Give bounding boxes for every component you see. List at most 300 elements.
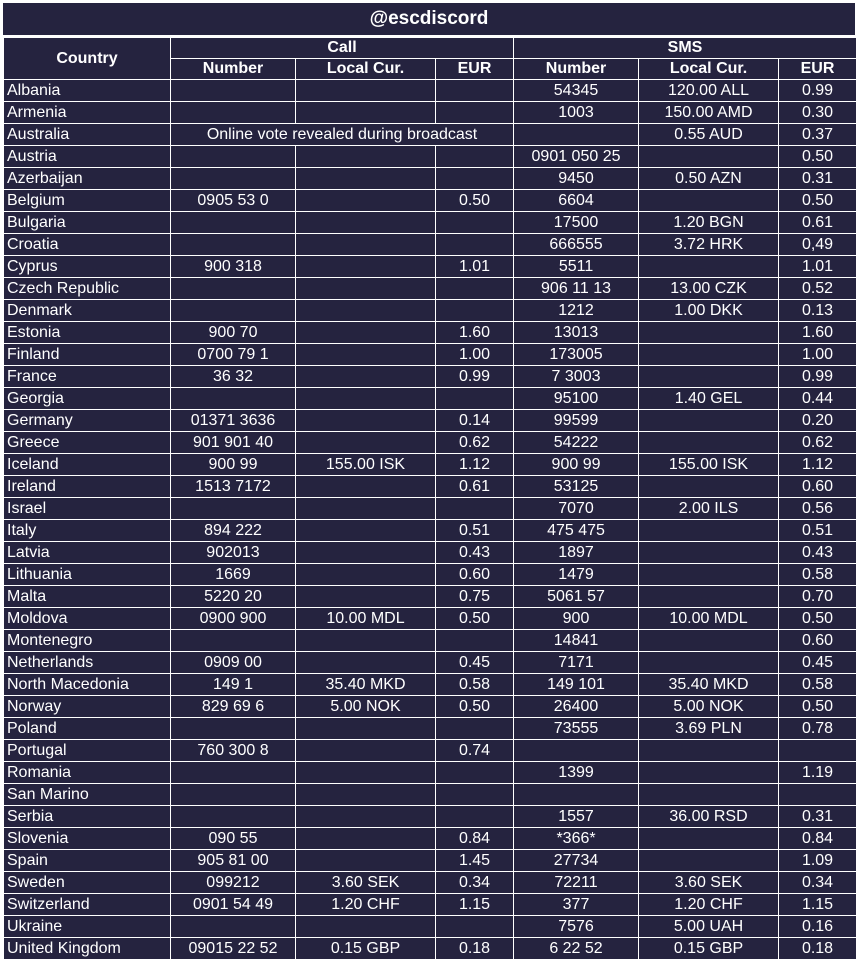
- call-eur-cell: 1.15: [436, 894, 514, 916]
- sms-local-currency-cell: [639, 146, 779, 168]
- sms-eur-cell: 0.84: [779, 828, 857, 850]
- country-cell: Georgia: [4, 388, 171, 410]
- sms-eur-cell: 1.01: [779, 256, 857, 278]
- call-local-currency-cell: [296, 630, 436, 652]
- sms-local-currency-cell: [639, 476, 779, 498]
- call-local-currency-cell: [296, 828, 436, 850]
- country-cell: Portugal: [4, 740, 171, 762]
- sms-local-currency-cell: 5.00 UAH: [639, 916, 779, 938]
- call-local-currency-cell: [296, 410, 436, 432]
- sms-local-currency-cell: 1.40 GEL: [639, 388, 779, 410]
- country-cell: Poland: [4, 718, 171, 740]
- table-row: [4, 300, 857, 322]
- table-row: [4, 278, 857, 300]
- call-number-cell: 902013: [171, 542, 296, 564]
- call-number-cell: 149 1: [171, 674, 296, 696]
- sms-eur-cell: 0.50: [779, 190, 857, 212]
- call-eur-cell: 1.60: [436, 322, 514, 344]
- sms-number-cell: 1557: [514, 806, 639, 828]
- call-local-currency-cell: [296, 344, 436, 366]
- country-cell: United Kingdom: [4, 938, 171, 960]
- sms-eur-cell: 1.15: [779, 894, 857, 916]
- call-number-cell: 0905 53 0: [171, 190, 296, 212]
- sms-number-cell: 5061 57: [514, 586, 639, 608]
- call-local-currency-cell: [296, 476, 436, 498]
- table-row: [4, 784, 857, 806]
- country-cell: Albania: [4, 80, 171, 102]
- sms-eur-cell: [779, 784, 857, 806]
- table-row: [4, 828, 857, 850]
- table-row: [4, 454, 857, 476]
- call-eur-cell: [436, 212, 514, 234]
- call-eur-cell: 0.74: [436, 740, 514, 762]
- table-row: [4, 608, 857, 630]
- call-eur-cell: 1.45: [436, 850, 514, 872]
- sms-local-currency-cell: [639, 366, 779, 388]
- call-number-cell: [171, 498, 296, 520]
- country-header: Country: [4, 38, 171, 80]
- sms-local-currency-cell: 0.50 AZN: [639, 168, 779, 190]
- sms-eur-cell: 0.70: [779, 586, 857, 608]
- sms-number-cell: [514, 784, 639, 806]
- sms-local-currency-cell: [639, 564, 779, 586]
- sms-number-cell: 0901 050 25: [514, 146, 639, 168]
- country-rows: [4, 80, 857, 960]
- table-row: [4, 806, 857, 828]
- sms-number-cell: 9450: [514, 168, 639, 190]
- call-local-currency-cell: [296, 916, 436, 938]
- sms-local-currency-cell: [639, 542, 779, 564]
- country-cell: Malta: [4, 586, 171, 608]
- sms-eur-cell: 0.16: [779, 916, 857, 938]
- table-row: [4, 498, 857, 520]
- call-number-cell: 900 70: [171, 322, 296, 344]
- sms-local-currency-cell: [639, 432, 779, 454]
- country-cell: Norway: [4, 696, 171, 718]
- sms-eur-cell: 0.50: [779, 608, 857, 630]
- call-number-cell: 1669: [171, 564, 296, 586]
- call-local-currency-cell: [296, 542, 436, 564]
- header-row-groups: [4, 38, 857, 59]
- country-cell: Croatia: [4, 234, 171, 256]
- call-local-currency-cell: 5.00 NOK: [296, 696, 436, 718]
- call-number-cell: [171, 806, 296, 828]
- table-row: [4, 432, 857, 454]
- call-number-cell: [171, 80, 296, 102]
- table-row: [4, 762, 857, 784]
- table-row: [4, 190, 857, 212]
- sheet-title: @escdiscord: [3, 3, 855, 35]
- sms-local-currency-cell: [639, 410, 779, 432]
- call-eur-header: EUR: [436, 59, 514, 80]
- sms-number-cell: 54345: [514, 80, 639, 102]
- call-number-header: Number: [171, 59, 296, 80]
- sms-eur-cell: 0.20: [779, 410, 857, 432]
- call-number-cell: [171, 102, 296, 124]
- call-local-currency-cell: [296, 300, 436, 322]
- table-row: [4, 388, 857, 410]
- call-eur-cell: [436, 718, 514, 740]
- country-cell: Montenegro: [4, 630, 171, 652]
- call-local-currency-cell: [296, 850, 436, 872]
- call-eur-cell: [436, 784, 514, 806]
- country-cell: Italy: [4, 520, 171, 542]
- table-row: [4, 630, 857, 652]
- call-note-cell: Online vote revealed during broadcast: [171, 124, 514, 146]
- call-eur-cell: [436, 168, 514, 190]
- sms-number-cell: 73555: [514, 718, 639, 740]
- call-eur-cell: 0.45: [436, 652, 514, 674]
- country-cell: Serbia: [4, 806, 171, 828]
- sms-number-cell: 666555: [514, 234, 639, 256]
- table-row: [4, 256, 857, 278]
- sms-number-cell: 6604: [514, 190, 639, 212]
- call-local-currency-cell: 0.15 GBP: [296, 938, 436, 960]
- call-number-cell: [171, 300, 296, 322]
- country-cell: Latvia: [4, 542, 171, 564]
- call-number-cell: [171, 762, 296, 784]
- country-cell: Bulgaria: [4, 212, 171, 234]
- sms-eur-cell: 0.52: [779, 278, 857, 300]
- call-eur-cell: [436, 498, 514, 520]
- call-number-cell: 36 32: [171, 366, 296, 388]
- call-number-cell: 760 300 8: [171, 740, 296, 762]
- sms-number-cell: 95100: [514, 388, 639, 410]
- sms-number-cell: 1003: [514, 102, 639, 124]
- sms-local-currency-cell: [639, 630, 779, 652]
- sms-number-cell: 5511: [514, 256, 639, 278]
- sms-eur-cell: 1.00: [779, 344, 857, 366]
- sms-eur-cell: 0.44: [779, 388, 857, 410]
- sms-number-cell: 173005: [514, 344, 639, 366]
- sms-eur-cell: 0.50: [779, 696, 857, 718]
- call-number-cell: 894 222: [171, 520, 296, 542]
- table-row: [4, 80, 857, 102]
- sms-number-cell: 6 22 52: [514, 938, 639, 960]
- call-number-cell: 5220 20: [171, 586, 296, 608]
- call-number-cell: 0901 54 49: [171, 894, 296, 916]
- sms-local-currency-cell: 3.60 SEK: [639, 872, 779, 894]
- sms-local-currency-cell: 1.20 CHF: [639, 894, 779, 916]
- sms-number-cell: 1212: [514, 300, 639, 322]
- call-local-currency-cell: [296, 652, 436, 674]
- sms-eur-cell: 0.60: [779, 476, 857, 498]
- call-number-cell: 0900 900: [171, 608, 296, 630]
- country-cell: Israel: [4, 498, 171, 520]
- sms-local-currency-cell: 0.55 AUD: [639, 124, 779, 146]
- call-eur-cell: 0.34: [436, 872, 514, 894]
- sms-number-cell: 900 99: [514, 454, 639, 476]
- call-header: Call: [171, 38, 514, 59]
- sms-number-cell: 54222: [514, 432, 639, 454]
- sms-local-currency-cell: [639, 520, 779, 542]
- call-eur-cell: 0.51: [436, 520, 514, 542]
- sms-number-header: Number: [514, 59, 639, 80]
- sms-local-currency-cell: 3.69 PLN: [639, 718, 779, 740]
- sms-local-currency-cell: [639, 344, 779, 366]
- sms-local-currency-cell: 10.00 MDL: [639, 608, 779, 630]
- call-eur-cell: 0.99: [436, 366, 514, 388]
- call-local-currency-cell: [296, 718, 436, 740]
- sms-local-currency-cell: 0.15 GBP: [639, 938, 779, 960]
- country-cell: Azerbaijan: [4, 168, 171, 190]
- call-eur-cell: 0.50: [436, 190, 514, 212]
- sms-number-cell: 1897: [514, 542, 639, 564]
- call-number-cell: [171, 630, 296, 652]
- sms-local-currency-cell: 1.00 DKK: [639, 300, 779, 322]
- call-local-currency-cell: [296, 432, 436, 454]
- sms-number-cell: 13013: [514, 322, 639, 344]
- call-eur-cell: 0.18: [436, 938, 514, 960]
- sms-number-cell: 7 3003: [514, 366, 639, 388]
- sms-local-currency-cell: 36.00 RSD: [639, 806, 779, 828]
- call-number-cell: [171, 718, 296, 740]
- sms-local-currency-cell: 120.00 ALL: [639, 80, 779, 102]
- call-eur-cell: 1.00: [436, 344, 514, 366]
- call-local-currency-cell: [296, 278, 436, 300]
- call-number-cell: 09015 22 52: [171, 938, 296, 960]
- sms-eur-cell: 0.18: [779, 938, 857, 960]
- call-local-currency-cell: [296, 80, 436, 102]
- call-eur-cell: [436, 806, 514, 828]
- country-cell: San Marino: [4, 784, 171, 806]
- sms-number-cell: 7171: [514, 652, 639, 674]
- country-cell: Belgium: [4, 190, 171, 212]
- call-number-cell: 0700 79 1: [171, 344, 296, 366]
- table-row: [4, 938, 857, 960]
- sms-local-currency-cell: 5.00 NOK: [639, 696, 779, 718]
- sms-eur-cell: 0.58: [779, 564, 857, 586]
- sms-local-currency-cell: 13.00 CZK: [639, 278, 779, 300]
- table-row: [4, 168, 857, 190]
- sms-eur-cell: 0.13: [779, 300, 857, 322]
- call-number-cell: 0909 00: [171, 652, 296, 674]
- table-row: [4, 674, 857, 696]
- sms-eur-cell: 1.60: [779, 322, 857, 344]
- call-local-currency-cell: [296, 586, 436, 608]
- sms-local-currency-cell: [639, 190, 779, 212]
- table-row: [4, 146, 857, 168]
- sms-local-currency-cell: [639, 740, 779, 762]
- call-eur-cell: 0.61: [436, 476, 514, 498]
- sms-eur-cell: 0.45: [779, 652, 857, 674]
- sms-local-currency-cell: 3.72 HRK: [639, 234, 779, 256]
- country-cell: Spain: [4, 850, 171, 872]
- call-number-cell: [171, 234, 296, 256]
- call-eur-cell: [436, 630, 514, 652]
- country-cell: Netherlands: [4, 652, 171, 674]
- table-row: [4, 366, 857, 388]
- country-cell: Australia: [4, 124, 171, 146]
- table-row: [4, 652, 857, 674]
- sms-number-cell: 7070: [514, 498, 639, 520]
- call-eur-cell: 0.50: [436, 696, 514, 718]
- table-row: [4, 476, 857, 498]
- call-number-cell: [171, 278, 296, 300]
- call-eur-cell: 1.01: [436, 256, 514, 278]
- sms-number-cell: [514, 124, 639, 146]
- sms-number-cell: 17500: [514, 212, 639, 234]
- call-local-currency-cell: 3.60 SEK: [296, 872, 436, 894]
- table-row: [4, 872, 857, 894]
- sms-number-cell: 1479: [514, 564, 639, 586]
- sms-local-currency-cell: 1.20 BGN: [639, 212, 779, 234]
- sms-number-cell: 906 11 13: [514, 278, 639, 300]
- sms-eur-cell: [779, 740, 857, 762]
- sms-eur-cell: 0.30: [779, 102, 857, 124]
- call-eur-cell: 0.60: [436, 564, 514, 586]
- country-cell: Sweden: [4, 872, 171, 894]
- country-cell: Czech Republic: [4, 278, 171, 300]
- table-row: [4, 564, 857, 586]
- sms-number-cell: 900: [514, 608, 639, 630]
- sms-number-cell: 1399: [514, 762, 639, 784]
- call-eur-cell: [436, 300, 514, 322]
- country-cell: Ukraine: [4, 916, 171, 938]
- call-number-cell: 1513 7172: [171, 476, 296, 498]
- sms-eur-cell: 0.31: [779, 168, 857, 190]
- sms-number-cell: 72211: [514, 872, 639, 894]
- sms-eur-cell: 0.61: [779, 212, 857, 234]
- call-number-cell: 901 901 40: [171, 432, 296, 454]
- country-cell: Switzerland: [4, 894, 171, 916]
- call-eur-cell: 0.50: [436, 608, 514, 630]
- sms-header: SMS: [514, 38, 857, 59]
- sms-number-cell: 14841: [514, 630, 639, 652]
- call-eur-cell: [436, 278, 514, 300]
- table-row: [4, 410, 857, 432]
- call-number-cell: [171, 146, 296, 168]
- call-local-currency-cell: [296, 564, 436, 586]
- table-row: [4, 234, 857, 256]
- sms-eur-cell: 0.58: [779, 674, 857, 696]
- sms-number-cell: *366*: [514, 828, 639, 850]
- call-local-currency-cell: 155.00 ISK: [296, 454, 436, 476]
- sms-local-currency-cell: 155.00 ISK: [639, 454, 779, 476]
- call-eur-cell: [436, 146, 514, 168]
- sms-eur-header: EUR: [779, 59, 857, 80]
- table-row: [4, 850, 857, 872]
- country-cell: Slovenia: [4, 828, 171, 850]
- country-cell: Moldova: [4, 608, 171, 630]
- country-cell: Finland: [4, 344, 171, 366]
- sms-eur-cell: 0.78: [779, 718, 857, 740]
- table-row: [4, 102, 857, 124]
- table-row: [4, 212, 857, 234]
- call-local-currency-header: Local Cur.: [296, 59, 436, 80]
- table-row: [4, 344, 857, 366]
- call-local-currency-cell: 10.00 MDL: [296, 608, 436, 630]
- sms-local-currency-cell: [639, 828, 779, 850]
- call-number-cell: 900 99: [171, 454, 296, 476]
- country-cell: Armenia: [4, 102, 171, 124]
- call-eur-cell: 1.12: [436, 454, 514, 476]
- call-local-currency-cell: [296, 388, 436, 410]
- sms-local-currency-cell: [639, 850, 779, 872]
- call-local-currency-cell: 35.40 MKD: [296, 674, 436, 696]
- sms-local-currency-cell: [639, 762, 779, 784]
- call-eur-cell: [436, 80, 514, 102]
- call-number-cell: [171, 212, 296, 234]
- table-row: [4, 124, 857, 146]
- country-cell: North Macedonia: [4, 674, 171, 696]
- table-row: [4, 740, 857, 762]
- sms-number-cell: 53125: [514, 476, 639, 498]
- country-cell: Lithuania: [4, 564, 171, 586]
- sms-eur-cell: 0.43: [779, 542, 857, 564]
- country-cell: Denmark: [4, 300, 171, 322]
- country-cell: Cyprus: [4, 256, 171, 278]
- call-eur-cell: [436, 916, 514, 938]
- sms-local-currency-cell: [639, 652, 779, 674]
- call-local-currency-cell: [296, 190, 436, 212]
- call-eur-cell: [436, 102, 514, 124]
- call-local-currency-cell: [296, 740, 436, 762]
- call-local-currency-cell: 1.20 CHF: [296, 894, 436, 916]
- country-cell: Germany: [4, 410, 171, 432]
- table-row: [4, 696, 857, 718]
- sms-local-currency-cell: 150.00 AMD: [639, 102, 779, 124]
- call-local-currency-cell: [296, 212, 436, 234]
- sms-eur-cell: 0.37: [779, 124, 857, 146]
- country-cell: Romania: [4, 762, 171, 784]
- call-local-currency-cell: [296, 762, 436, 784]
- sms-eur-cell: 0.50: [779, 146, 857, 168]
- call-local-currency-cell: [296, 366, 436, 388]
- sms-local-currency-cell: [639, 586, 779, 608]
- sms-eur-cell: 0.60: [779, 630, 857, 652]
- call-local-currency-cell: [296, 498, 436, 520]
- call-local-currency-cell: [296, 168, 436, 190]
- sms-local-currency-cell: [639, 322, 779, 344]
- sms-eur-cell: 0.99: [779, 80, 857, 102]
- table-row: [4, 322, 857, 344]
- call-eur-cell: 0.75: [436, 586, 514, 608]
- sms-eur-cell: 1.19: [779, 762, 857, 784]
- sms-eur-cell: 0.99: [779, 366, 857, 388]
- country-cell: France: [4, 366, 171, 388]
- sms-eur-cell: 0.62: [779, 432, 857, 454]
- sms-eur-cell: 0.34: [779, 872, 857, 894]
- voting-table: [3, 37, 857, 960]
- sms-number-cell: 99599: [514, 410, 639, 432]
- country-cell: Greece: [4, 432, 171, 454]
- call-number-cell: 905 81 00: [171, 850, 296, 872]
- sms-number-cell: 475 475: [514, 520, 639, 542]
- call-number-cell: [171, 168, 296, 190]
- table-row: [4, 586, 857, 608]
- table-row: [4, 542, 857, 564]
- sms-number-cell: 149 101: [514, 674, 639, 696]
- table-row: [4, 520, 857, 542]
- table-row: [4, 718, 857, 740]
- call-local-currency-cell: [296, 256, 436, 278]
- country-cell: Ireland: [4, 476, 171, 498]
- table-row: [4, 894, 857, 916]
- call-number-cell: 900 318: [171, 256, 296, 278]
- sms-number-cell: [514, 740, 639, 762]
- sms-number-cell: 7576: [514, 916, 639, 938]
- call-eur-cell: 0.58: [436, 674, 514, 696]
- call-eur-cell: 0.84: [436, 828, 514, 850]
- country-cell: Iceland: [4, 454, 171, 476]
- call-eur-cell: [436, 388, 514, 410]
- sms-number-cell: 377: [514, 894, 639, 916]
- call-local-currency-cell: [296, 784, 436, 806]
- call-local-currency-cell: [296, 806, 436, 828]
- call-local-currency-cell: [296, 102, 436, 124]
- call-number-cell: [171, 784, 296, 806]
